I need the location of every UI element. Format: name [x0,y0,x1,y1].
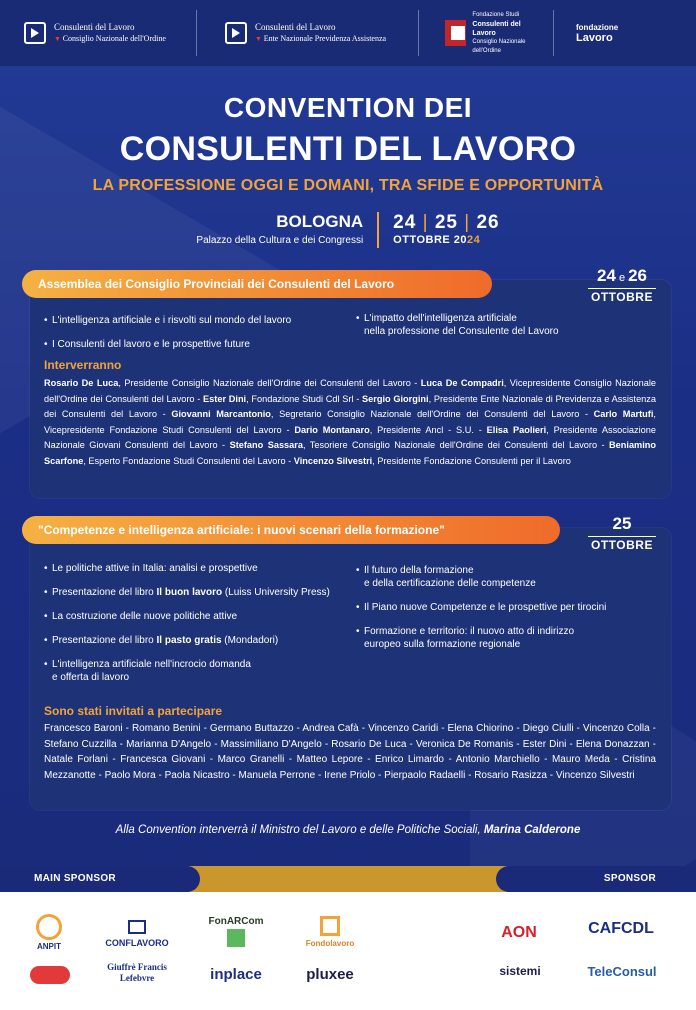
speaker-role: , Segretario Consiglio Nazionale dell'Ordine dei Consulenti del Lavoro - [270,409,594,419]
logo1-line1: Consulenti del Lavoro [54,22,135,32]
speakers-heading: Interverranno [44,358,122,372]
bullet-item: • Le politiche attive in Italia: analisi e prospettive [44,562,354,575]
sponsor-logo-sistemi[interactable] [490,964,550,978]
section1-date [588,266,656,304]
logo-enpacl[interactable]: Consulenti del Lavoro ▼ Ente Nazionale Previdenza Assistenza [197,10,419,56]
bullet-item: • La costruzione delle nuove politiche attive [44,610,354,623]
bullet-text-line2: europeo sulla formazione regionale [364,639,521,650]
title-line2: CONSULENTI DEL LAVORO [119,130,577,168]
section1-bullets-right [356,312,656,349]
section2-date [588,514,656,552]
conflavoro-logo-icon [128,920,146,934]
title-tagline: LA PROFESSIONE OGGI E DOMANI, TRA SFIDE E OPPORTUNITÀ [92,177,604,194]
logo3-line1: Fondazione Studi [472,11,520,18]
date-and: e [618,272,626,284]
speaker-name: Giovanni Marcantonio [171,409,271,419]
bullet-text: (Mondadori) [221,635,279,646]
section1-pill: Assemblea dei Consiglio Provinciali dei Consulenti del Lavoro [22,270,492,298]
anpit-logo-icon [36,914,62,940]
book-title-pasto-gratis: Il pasto gratis [156,635,222,646]
speaker-name: Dario Montanaro [294,424,370,435]
sponsor-name: inplace [210,966,262,983]
sponsor-name: pluxee [306,966,354,983]
month-year: OTTOBRE 20 [393,234,468,246]
event-dates: 24 | 25 | 26 OTTOBRE 2024 [393,212,500,246]
invited-list: Francesco Baroni - Romano Benini - Germano Buttazzo - Andrea Cafà - Vincenzo Caridi - Elena Chiorino - Diego Ciulli - Vincenzo Colla - Stefano Cuzzilla - Marianna D'Angelo - Massimiliano D'Angelo - Rosario De Luca - Veronica De Romanis - Ester Dini - Elena Donazzan - Natale Forlani - Francesca Giovani - Marco Granelli - Matteo Lepore - Enrico Limardo - Antonio Marchiello - Mauro Meda - Cristina Mezzanotte - Paolo Mora - Paola Nicastro - Manuela Perrone - Irene Priolo - Pierpaolo Radaelli - Rosario Rasizza - Vincenzo Silvestri [44,723,656,781]
speaker-role: , Presidente Ancl - S.U. - [369,424,487,435]
fondazione-studi-logo-icon [445,20,466,46]
sponsor-strip [0,866,696,892]
logo4-line2: Lavoro [576,32,613,44]
venue: Palazzo della Cultura e dei Congressi [196,235,364,246]
sponsor-logo-fondolavoro[interactable] [300,916,360,948]
bullet-text-line1: Il futuro della formazione [364,565,474,576]
logo-fondazione-lavoro[interactable] [554,10,696,56]
location [196,212,379,248]
sponsor-name: TeleConsul [587,964,657,979]
logo2-line2: Ente Nazionale Previdenza Assistenza [263,34,387,43]
section1-month: OTTOBRE [588,288,656,304]
sponsor-logo-cafcdl[interactable] [584,920,658,938]
date-24: 24 [597,266,616,285]
logo-consiglio-nazionale[interactable]: Consulenti del Lavoro ▼ Consiglio Nazionale dell'Ordine [0,10,197,56]
minister-name: Marina Calderone [483,824,581,836]
sponsor-logo-fonarcom[interactable] [208,916,264,947]
day-24: 24 [393,212,417,233]
bullet-text-line2: e offerta di lavoro [52,672,130,683]
section2-pill: "Competenze e intelligenza artificiale: i nuovi scenari della formazione" [22,516,560,544]
sponsor-logo-inplace[interactable] [204,966,268,983]
sponsor-logo-aon[interactable] [494,924,544,942]
bullet-text: (Luiss University Press) [222,587,330,598]
bullet-text-line2: nella professione del Consulente del Lavoro [364,326,559,337]
sponsor-strip-right [496,866,696,892]
sponsor-logo-giuffre[interactable] [100,962,174,984]
day-25: 25 [434,212,458,233]
logo3-line3: Consiglio Nazionale dell'Ordine [472,38,526,54]
section2-month: OTTOBRE [588,536,656,552]
sponsor-name: ANPIT [37,942,61,951]
speaker-name: Beniamino Scarfone [44,440,656,466]
logo2-line1: Consulenti del Lavoro [255,22,336,32]
sponsor-logo-conflavoro[interactable] [100,920,174,948]
speaker-name: Luca De Compadri [420,378,504,388]
bullet-text-line1: L'impatto dell'intelligenza artificiale [364,313,517,324]
sponsor-logo-pluxee[interactable] [298,966,362,983]
logo1-line2: Consiglio Nazionale dell'Ordine [62,34,166,43]
bullet-item [44,586,354,599]
bullet-item [44,658,354,684]
speaker-role: , Presidente Associazione Nazionale Giovani Consulenti del Lavoro - [44,424,656,450]
speaker-name: Elisa Paolieri [486,424,547,435]
day-26: 26 [476,212,500,233]
speaker-role: , Presidente Ente Nazionale di Previdenza e Assistenza dei Consulenti del Lavoro - [44,393,656,419]
bullet-text-line1: Formazione e territorio: il nuovo atto di indirizzo [364,626,575,637]
title-line1: CONVENTION DEI [223,92,473,123]
sponsor-name: Giuffrè Francis Lefebvre [107,962,167,983]
red-logo-icon [30,966,70,984]
sponsor-logo-unnamed [24,966,76,984]
bullet-text: Presentazione del libro [52,587,157,598]
sponsor-logos [0,892,696,1010]
cdl-logo-icon [24,22,46,44]
main-sponsor-label: MAIN SPONSOR [34,873,116,884]
year-suffix: 24 [467,234,481,246]
fonarcom-plus-icon [227,929,245,947]
city: BOLOGNA [276,212,364,231]
speaker-name: Rosario De Luca [44,378,119,388]
sponsor-logo-anpit[interactable] [24,914,74,951]
section2-bullets-right [356,564,666,662]
logo4-line1: fondazione [576,23,619,32]
speakers-list [44,376,656,469]
logo-fondazione-studi[interactable] [419,10,554,56]
speaker-role: , Presidente Consiglio Nazionale dell'Ordine dei Consulenti del Lavoro - [118,378,421,388]
speaker-role: , Vicepresidente Fondazione Studi Consulenti del Lavoro - [44,409,656,435]
sponsor-name: CAFCDL [588,920,654,937]
minister-note [0,824,696,836]
speaker-name: Carlo Martufi [593,409,654,419]
speaker-role: , Vicepresidente Consiglio Nazionale dell'Ordine dei Consulenti del Lavoro - [44,378,656,404]
location-date-row [0,212,696,248]
speaker-name: Sergio Giorgini [362,393,429,404]
bullet-item [356,564,666,590]
bullet-text-line1: L'intelligenza artificiale nell'incrocio domanda [52,659,251,670]
logo-bar [0,0,696,66]
speaker-name: Vincenzo Silvestri [293,455,373,466]
minister-text: Alla Convention interverrà il Ministro del Lavoro e delle Politiche Sociali, [115,824,484,836]
bullet-text: Presentazione del libro [52,635,157,646]
logo3-line2: Consulenti del Lavoro [472,20,521,37]
sponsor-name: Fondolavoro [305,939,355,948]
book-title-buon-lavoro: Il buon lavoro [156,587,223,598]
bullet-item [356,312,656,338]
sponsor-name: CONFLAVORO [105,938,169,948]
bullet-item [356,625,666,651]
speaker-role: , Esperto Fondazione Studi Consulenti del Lavoro - [83,455,294,466]
speaker-name: Stefano Sassara [229,440,303,450]
enpacl-logo-icon [225,22,247,44]
bullet-item [44,634,354,647]
sponsor-name: sistemi [499,964,541,978]
date-26: 26 [628,266,647,285]
section1-bullets-left [44,314,344,362]
fondolavoro-logo-icon [320,916,340,936]
date-25: 25 [612,514,632,533]
speaker-name: Ester Dini [203,393,247,404]
bullet-item: • I Consulenti del lavoro e le prospettive future [44,338,344,351]
bullet-item: • L'intelligenza artificiale e i risvolti sul mondo del lavoro [44,314,344,327]
invited-heading: Sono stati invitati a partecipare [44,704,223,718]
speaker-role: , Fondazione Studi Cdl Srl - [246,393,363,404]
sponsor-name: AON [501,924,537,941]
speaker-role: , Tesoriere Consiglio Nazionale dell'Ordine dei Consulenti del Lavoro - [302,440,610,450]
sponsor-name: FonARCom [208,916,264,927]
sponsor-logo-teleconsul[interactable] [582,964,662,979]
sponsor-label: SPONSOR [603,873,656,884]
speaker-role: , Presidente Fondazione Consulenti per il Lavoro [372,455,571,466]
bullet-item: • Il Piano nuove Competenze e le prospettive per tirocini [356,601,666,614]
bullet-text-line2: e della certificazione delle competenze [364,578,536,589]
title-block [0,92,696,195]
section2-bullets-left [44,562,354,695]
